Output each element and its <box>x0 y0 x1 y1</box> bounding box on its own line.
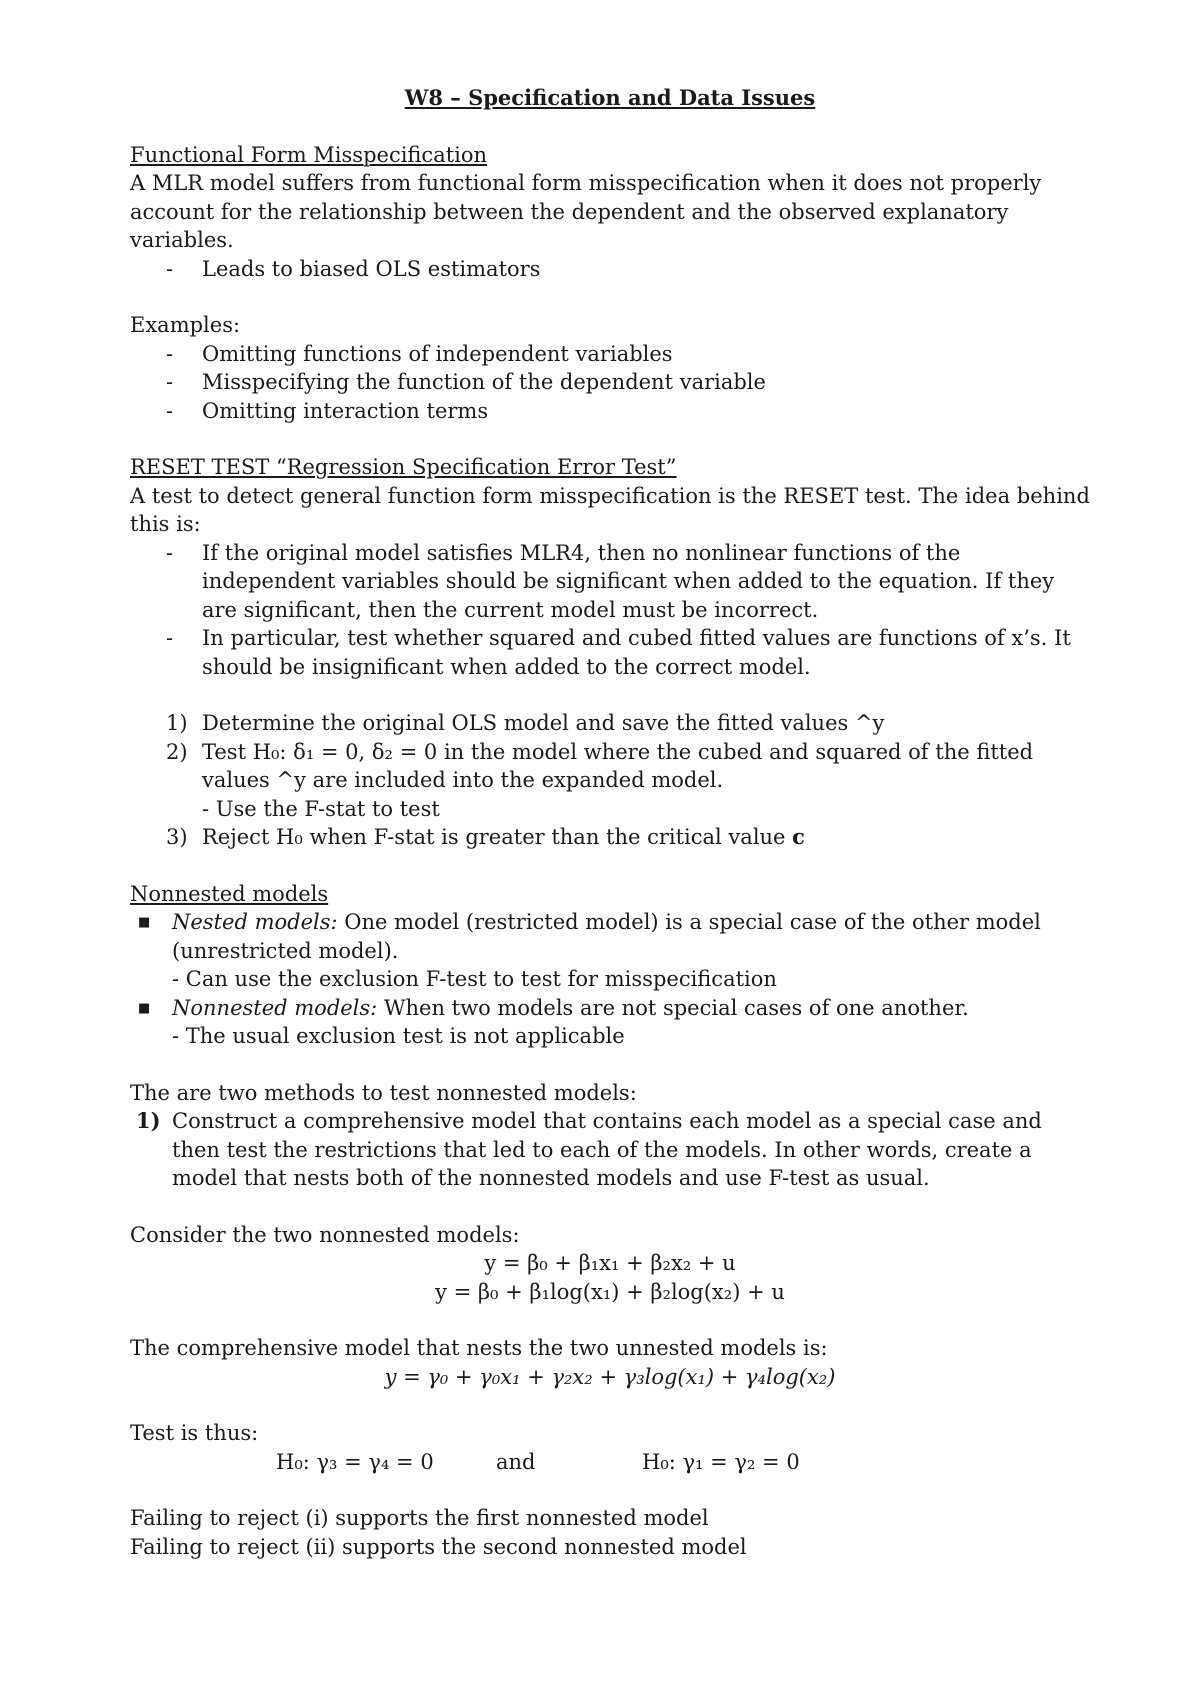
section-heading-nonnested: Nonnested models <box>130 881 329 906</box>
term-definition: When two models are not special cases of one another. <box>377 995 969 1020</box>
paragraph: The comprehensive model that nests the two unnested models is: <box>130 1336 828 1360</box>
hypothesis-tests-row <box>130 1448 1090 1477</box>
term-definition: One model (restricted model) is a special case of the other model (unrestricted model). <box>172 910 1041 963</box>
list-item-text: Misspecifying the function of the dependent variable <box>202 370 766 394</box>
square-bullet-icon: ■ <box>138 915 151 930</box>
dash-list-item <box>130 624 1090 681</box>
list-item-subtext: - The usual exclusion test is not applicable <box>172 1024 625 1048</box>
list-item-text: If the original model satisfies MLR4, then no nonlinear functions of the independent variables should be significant when added to the equation. If they are significant, then the current model must be incorrect. <box>202 540 1055 622</box>
hypothesis-and: and <box>496 1449 536 1474</box>
square-bullet-item <box>130 908 1090 994</box>
paragraph: Consider the two nonnested models: <box>130 1222 520 1247</box>
method-number: 1) <box>136 1108 161 1133</box>
dash-list-item <box>130 340 1090 369</box>
document-content <box>130 84 1090 1561</box>
term: Nonnested models: <box>172 995 378 1020</box>
examples-label: Examples: <box>130 313 241 337</box>
list-item-text <box>172 994 1090 1023</box>
equation-model-2: y = β₀ + β₁log(x₁) + β₂log(x₂) + u <box>435 1279 785 1304</box>
square-bullet-item <box>130 994 1090 1051</box>
dash-bullet: - <box>166 256 174 281</box>
numbered-step <box>130 709 1090 738</box>
step-number: 3) <box>166 825 188 849</box>
page-title: W8 – Specification and Data Issues <box>404 85 816 110</box>
step-subtext: - Use the F-stat to test <box>202 796 440 821</box>
conclusion-line: Failing to reject (ii) supports the second nonnested model <box>130 1534 747 1559</box>
square-bullet-icon: ■ <box>138 1000 151 1016</box>
step-number: 2) <box>166 739 188 764</box>
conclusion-line: Failing to reject (i) supports the first nonnested model <box>130 1506 709 1530</box>
list-item-subtext: - Can use the exclusion F-test to test for misspecification <box>172 967 777 991</box>
numbered-step <box>130 823 1090 852</box>
paragraph: Test is thus: <box>130 1421 259 1445</box>
dash-bullet: - <box>166 540 174 565</box>
dash-list-item <box>130 368 1090 397</box>
numbered-step <box>130 738 1090 824</box>
hypothesis-test-1: H₀: γ₃ = γ₄ = 0 <box>276 1449 434 1474</box>
step-text <box>202 823 1090 852</box>
step-number: 1) <box>166 711 188 735</box>
dash-bullet: - <box>166 370 174 394</box>
numbered-method <box>130 1107 1090 1193</box>
list-item-text: Leads to biased OLS estimators <box>202 256 541 281</box>
dash-bullet: - <box>166 626 174 650</box>
dash-list-item <box>130 397 1090 426</box>
list-item-text <box>172 908 1090 965</box>
step-text: Determine the original OLS model and save the fitted values ^y <box>202 711 885 735</box>
equation-model-1: y = β₀ + β₁x₁ + β₂x₂ + u <box>484 1251 736 1275</box>
section-heading-reset-test: RESET TEST “Regression Specification Error Test” <box>130 455 677 479</box>
dash-list-item <box>130 255 1090 284</box>
section-heading-functional-form: Functional Form Misspecification <box>130 142 488 167</box>
term: Nested models: <box>172 910 338 934</box>
method-text: Construct a comprehensive model that contains each model as a special case and then test the restrictions that led to each of the models. In other words, create a model that nests both of the nonnested models and use F-test as usual. <box>172 1109 1042 1190</box>
list-item-text: Omitting functions of independent variables <box>202 341 673 366</box>
list-item-text: Omitting interaction terms <box>202 398 489 423</box>
dash-list-item <box>130 539 1090 625</box>
paragraph: A MLR model suffers from functional form misspecification when it does not properly account for the relationship between the dependent and the observed explanatory variables. <box>130 171 1042 252</box>
dash-bullet: - <box>166 341 174 366</box>
hypothesis-test-2: H₀: γ₁ = γ₂ = 0 <box>642 1449 800 1474</box>
equation-comprehensive: y = γ₀ + γ₀x₁ + γ₂x₂ + γ₃log(x₁) + γ₄log(x₂) <box>384 1364 836 1389</box>
list-item-text: In particular, test whether squared and cubed fitted values are functions of x’s. It should be insignificant when added to the correct model. <box>202 626 1071 679</box>
dash-bullet: - <box>166 398 174 423</box>
step-text-main: Reject H₀ when F-stat is greater than the critical value <box>202 825 793 849</box>
step-text: Test H₀: δ₁ = 0, δ₂ = 0 in the model where the cubed and squared of the fitted values ^y are included into the expanded model. <box>202 739 1034 792</box>
paragraph: The are two methods to test nonnested models: <box>130 1080 637 1105</box>
paragraph: A test to detect general function form misspecification is the RESET test. The idea behind this is: <box>130 483 1090 536</box>
critical-value-symbol: c <box>792 824 805 849</box>
